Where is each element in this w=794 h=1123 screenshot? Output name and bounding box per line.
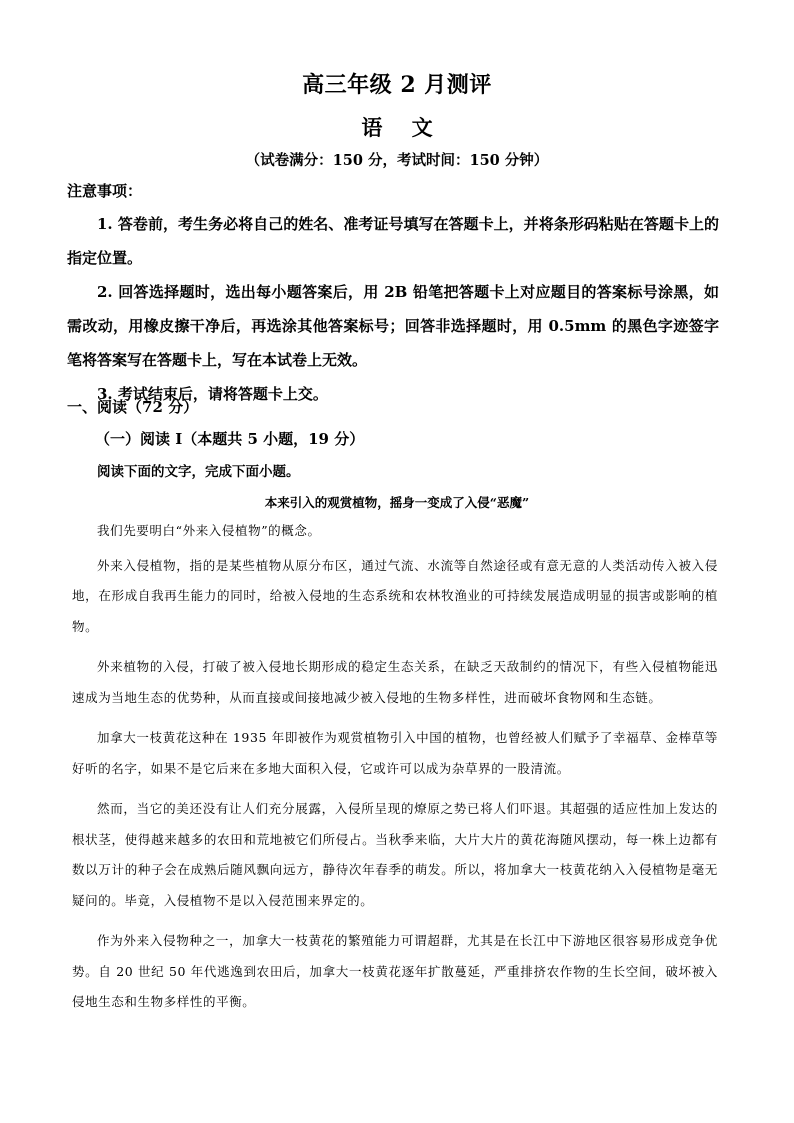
reading-instruction: 阅读下面的文字，完成下面小题。 xyxy=(97,464,300,480)
note-item: 1. 答卷前，考生务必将自己的姓名、准考证号填写在答题卡上，并将条形码粘贴在答题卡上的指定位置。 xyxy=(67,215,719,267)
subsection-heading: （一）阅读 I（本题共 5 小题，19 分） xyxy=(95,430,365,448)
section-heading: 一、阅读（72 分） xyxy=(67,398,199,416)
article-title: 本来引入的观赏植物，摇身一变成了入侵“恶魔” xyxy=(264,495,530,510)
exam-title: 高三年级 2 月测评 xyxy=(302,72,492,98)
notes-heading: 注意事项： xyxy=(67,182,143,200)
subject-title: 语 文 xyxy=(361,115,433,140)
article-paragraph: 外来入侵植物，指的是某些植物从原分布区，通过气流、水流等自然途径或有意无意的人类活动传入被入侵地，在形成自我再生能力的同时，给被入侵地的生态系统和农林牧渔业的可持续发展造成明显的损害或影响的植物。 xyxy=(72,557,718,634)
article-body xyxy=(72,516,718,1028)
note-item: 3. 考试结束后，请将答题卡上交。 xyxy=(97,385,328,403)
article-paragraph: 外来植物的入侵，打破了被入侵地长期形成的稳定生态关系，在缺乏天敌制约的情况下，有些入侵植物能迅速成为当地生态的优势种，从而直接或间接地减少被入侵地的生物多样性，进而破坏食物网和生态链。 xyxy=(72,659,718,705)
notes-list xyxy=(67,207,719,411)
article-paragraph: 我们先要明白“外来入侵植物”的概念。 xyxy=(97,523,321,538)
article-paragraph: 加拿大一枝黄花这种在 1935 年即被作为观赏植物引入中国的植物，也曾经被人们赋予了幸福草、金棒草等好听的名字，如果不是它后来在多地大面积入侵，它或许可以成为杂草界的一股清流。 xyxy=(72,730,718,776)
exam-info: （试卷满分：150 分，考试时间：150 分钟） xyxy=(245,152,549,169)
article-paragraph: 作为外来入侵物种之一，加拿大一枝黄花的繁殖能力可谓超群，尤其是在长江中下游地区很容易形成竞争优势。自 20 世纪 50 年代逃逸到农田后，加拿大一枝黄花逐年扩散蔓延，严重排挤农作物的生长空间，破坏被入侵地生态和生物多样性的平衡。 xyxy=(72,933,718,1009)
article-paragraph: 然而，当它的美还没有让人们充分展露，入侵所呈现的燎原之势已将人们吓退。其超强的适应性加上发达的根状茎，使得越来越多的农田和荒地被它们所侵占。当秋季来临，大片大片的黄花海随风摆动，每一株上边都有数以万计的种子会在成熟后随风飘向远方，静待次年春季的萌发。所以，将加拿大一枝黄花纳入入侵植物是毫无疑问的。毕竟，入侵植物不是以入侵范围来界定的。 xyxy=(72,801,718,908)
note-item: 2. 回答选择题时，选出每小题答案后，用 2B 铅笔把答题卡上对应题目的答案标号涂黑，如需改动，用橡皮擦干净后，再选涂其他答案标号；回答非选择题时，用 0.5mm 的黑色字迹签字笔将答案写在答题卡上，写在本试卷上无效。 xyxy=(67,283,719,369)
